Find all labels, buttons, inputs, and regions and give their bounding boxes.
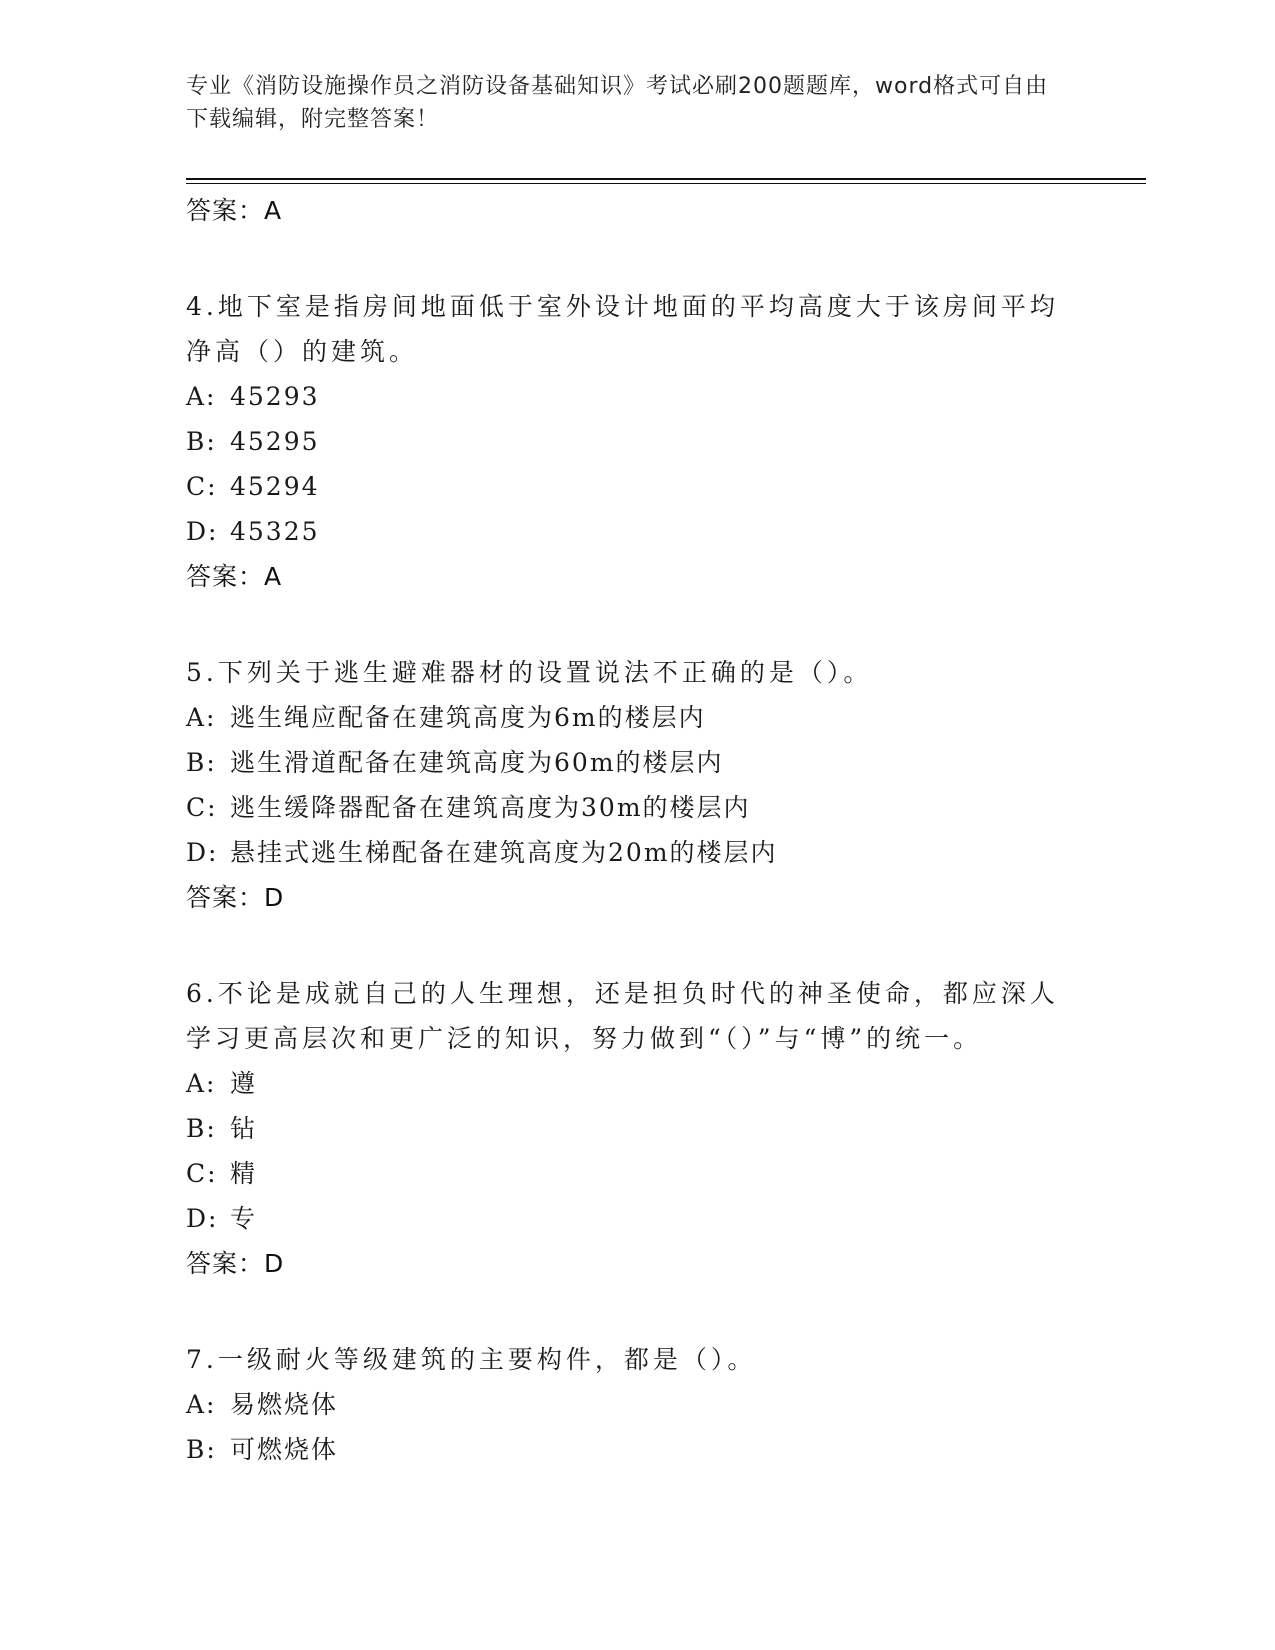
answer-line: 答案：A xyxy=(186,562,283,591)
option-a xyxy=(186,374,1086,419)
option-b xyxy=(186,740,1086,785)
option-letter: D: xyxy=(186,1204,219,1233)
option-a xyxy=(186,695,1086,740)
question-text: 5.下列关于逃生避难器材的设置说法不正确的是（）。 xyxy=(186,658,873,687)
option-text: 遵 xyxy=(230,1069,258,1098)
option-text: 精 xyxy=(230,1159,258,1188)
option-text: 逃生绳应配备在建筑高度为6m的楼层内 xyxy=(230,703,706,732)
option-letter: A: xyxy=(186,382,217,411)
option-a xyxy=(186,1061,1086,1106)
option-text: 45295 xyxy=(230,427,320,456)
option-letter: B: xyxy=(186,427,217,456)
option-letter: B: xyxy=(186,1435,217,1464)
option-letter: C: xyxy=(186,1159,218,1188)
option-text: 45293 xyxy=(230,382,320,411)
option-b xyxy=(186,1427,1086,1472)
option-text: 钻 xyxy=(230,1114,258,1143)
answer-line: 答案：D xyxy=(186,883,285,912)
option-c xyxy=(186,464,1086,509)
option-letter: B: xyxy=(186,748,217,777)
answer-line: 答案：A xyxy=(186,196,283,225)
option-letter: D: xyxy=(186,838,219,867)
option-b xyxy=(186,419,1086,464)
option-text: 易燃烧体 xyxy=(230,1390,339,1419)
option-letter: A: xyxy=(186,1069,217,1098)
option-letter: A: xyxy=(186,1390,217,1419)
question-item xyxy=(186,650,1086,921)
answer-line: 答案：D xyxy=(186,1249,285,1278)
option-letter: C: xyxy=(186,472,218,501)
option-text: 45294 xyxy=(230,472,320,501)
header-divider-thin xyxy=(186,183,1146,184)
question-list xyxy=(186,188,1086,1522)
question-item xyxy=(186,971,1086,1287)
option-text: 逃生滑道配备在建筑高度为60m的楼层内 xyxy=(230,748,724,777)
option-text: 逃生缓降器配备在建筑高度为30m的楼层内 xyxy=(230,793,751,822)
option-c xyxy=(186,785,1086,830)
option-d xyxy=(186,509,1086,554)
question-item xyxy=(186,284,1086,600)
question-text: 7.一级耐火等级建筑的主要构件，都是（）。 xyxy=(186,1345,757,1374)
question-text: 6.不论是成就自己的人生理想，还是担负时代的神圣使命，都应深人学习更高层次和更广泛的知识，努力做到“（）”与“博”的统一。 xyxy=(186,979,1059,1053)
option-c xyxy=(186,1151,1086,1196)
option-text: 专 xyxy=(230,1204,258,1233)
header-divider-thick xyxy=(186,178,1146,180)
option-a xyxy=(186,1382,1086,1427)
option-letter: A: xyxy=(186,703,217,732)
document-header: 专业《消防设施操作员之消防设备基础知识》考试必刷200题题库，word格式可自由下载编辑，附完整答案！ xyxy=(186,74,1049,132)
option-text: 悬挂式逃生梯配备在建筑高度为20m的楼层内 xyxy=(230,838,778,867)
option-d xyxy=(186,1196,1086,1241)
option-letter: D: xyxy=(186,517,219,546)
option-text: 可燃烧体 xyxy=(230,1435,339,1464)
option-letter: C: xyxy=(186,793,218,822)
option-b xyxy=(186,1106,1086,1151)
option-text: 45325 xyxy=(230,517,320,546)
option-d xyxy=(186,830,1086,875)
question-text: 4.地下室是指房间地面低于室外设计地面的平均高度大于该房间平均净高（）的建筑。 xyxy=(186,292,1059,366)
option-letter: B: xyxy=(186,1114,217,1143)
question-item xyxy=(186,1337,1086,1472)
